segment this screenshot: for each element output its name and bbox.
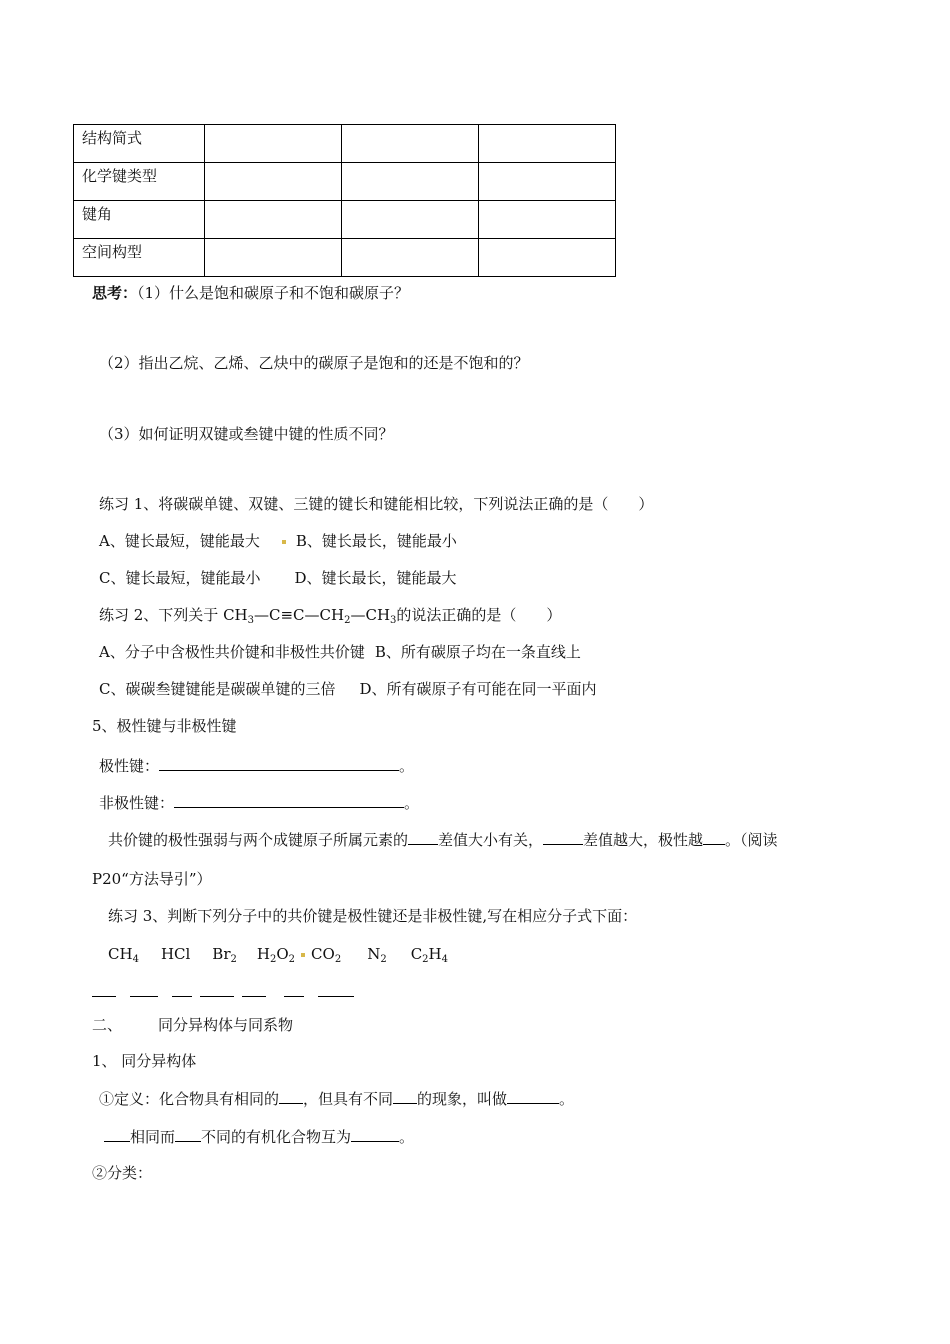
isomer-definition-2 [104,1126,414,1147]
section5-title: 5、极性键与非极性键 [92,717,237,735]
row-label: 结构简式 [74,125,205,163]
subscript: 3 [247,615,255,626]
sentence-part: 共价键的极性强弱与两个成键原子所属元素的 [108,831,409,849]
ex2-stem-part: 练习 2、下列关于 CH [99,606,248,624]
formula: $CO_2$ [311,945,342,965]
sentence-part: 差值大小有关， [438,831,544,849]
nonpolar-label: 非极性键： [99,794,175,812]
row-label: 空间构型 [74,239,205,277]
polarity-sentence-cont: P20“方法导引”） [92,870,212,888]
answer-blank[interactable] [543,829,583,845]
formula: $N_2$ [367,945,387,965]
formula: HCl [160,945,191,963]
table-cell [205,163,342,201]
subscript: 3 [390,615,397,626]
table-cell [342,125,479,163]
exercise2-options-ab [99,642,581,662]
table-cell [479,239,616,277]
table-cell [205,201,342,239]
exercise2-options-cd [99,679,597,699]
table-row [74,239,616,277]
ex2-stem-part: —C≡C—CH [254,606,345,624]
table-cell [342,239,479,277]
marker-dot [301,953,305,957]
option-c: C、键长最短，键能最小 [99,569,261,587]
answer-blank[interactable] [242,996,266,997]
option-d: D、键长最长，键能最大 [294,569,457,587]
table-cell [479,163,616,201]
answer-blank[interactable] [159,755,399,771]
row-label: 键角 [74,201,205,239]
answer-blank[interactable] [104,1126,130,1142]
isomer-definition [99,1088,574,1109]
answer-blank[interactable] [200,996,234,997]
table-cell [479,125,616,163]
polarity-sentence [108,829,778,850]
isomer-heading: 1、 同分异构体 [92,1052,197,1070]
sentence-part: 差值越大，极性越 [583,831,704,849]
definition-part: 。 [399,1128,415,1146]
answer-blank[interactable] [174,792,404,808]
answer-blank[interactable] [318,996,354,997]
option-a: A、键长最短，键能最大 [99,532,260,550]
definition-part: ①定义：化合物具有相同的 [99,1090,280,1108]
think-q3: （3）如何证明双键或叁键中键的性质不同？ [99,425,394,443]
answer-blank[interactable] [284,996,304,997]
exercise3-stem: 练习 3、判断下列分子中的共价键是极性键还是非极性键,写在相应分子式下面： [108,907,638,925]
option-b: B、所有碳原子均在一条直线上 [374,643,581,661]
table-row [74,201,616,239]
definition-part: 相同而 [130,1128,176,1146]
answer-blank[interactable] [175,1126,201,1142]
ex2-stem-part: 的说法正确的是（ ） [396,606,562,624]
marker-dot [282,540,286,544]
period: 。 [399,757,415,775]
answer-blank[interactable] [279,1088,303,1104]
part2-title: 同分异构体与同系物 [158,1016,294,1034]
answer-blank[interactable] [703,829,725,845]
table-cell [205,125,342,163]
table-cell [342,201,479,239]
option-d: D、所有碳原子有可能在同一平面内 [359,680,597,698]
formula: $C_2H_4$ [410,945,449,965]
polar-bond-line [99,755,414,776]
isomer-classification: ②分类： [92,1164,153,1182]
polar-label: 极性键： [99,757,160,775]
exercise2-stem [99,605,561,625]
think-q1-text: （1）什么是饱和碳原子和不饱和碳原子？ [137,284,410,302]
part2-heading [92,1015,293,1035]
exercise1-options-ab [99,531,457,551]
table-cell [205,239,342,277]
table-row [74,163,616,201]
table-cell [479,201,616,239]
think-label: 思考： [92,284,138,302]
structure-table [73,124,616,277]
ex2-stem-part: —CH [350,606,391,624]
formula: $Br_2$ [212,945,237,965]
part2-number: 二、 [92,1016,123,1034]
option-c: C、碳碳叁键键能是碳碳单键的三倍 [99,680,336,698]
answer-blank[interactable] [507,1088,559,1104]
definition-part: 。 [559,1090,575,1108]
exercise1-stem: 练习 1、将碳碳单键、双键、三键的键长和键能相比较，下列说法正确的是（ ） [99,495,654,513]
exercise1-options-cd [99,568,457,588]
formula-row [108,944,448,964]
option-a: A、分子中含极性共价键和非极性共价键 [99,643,365,661]
answer-blank[interactable] [172,996,192,997]
answer-blank[interactable] [393,1088,417,1104]
option-b: B、键长最长，键能最小 [295,532,457,550]
table-cell [342,163,479,201]
subscript: 2 [344,615,351,626]
formula: $CH_4$ [108,945,139,965]
think-q2: （2）指出乙烷、乙烯、乙炔中的碳原子是饱和的还是不饱和的？ [99,354,529,372]
table-row [74,125,616,163]
think-q1 [92,283,409,303]
answer-blank[interactable] [351,1126,399,1142]
nonpolar-bond-line [99,792,419,813]
row-label: 化学键类型 [74,163,205,201]
formula: $H_2O_2$ [256,945,296,965]
answer-blank[interactable] [92,996,116,997]
answer-blank[interactable] [408,829,438,845]
definition-part: ，但具有不同 [303,1090,394,1108]
period: 。 [404,794,420,812]
definition-part: 不同的有机化合物互为 [201,1128,352,1146]
definition-part: 的现象，叫做 [417,1090,508,1108]
sentence-part: 。（阅读 [725,831,778,849]
answer-blank[interactable] [130,996,158,997]
